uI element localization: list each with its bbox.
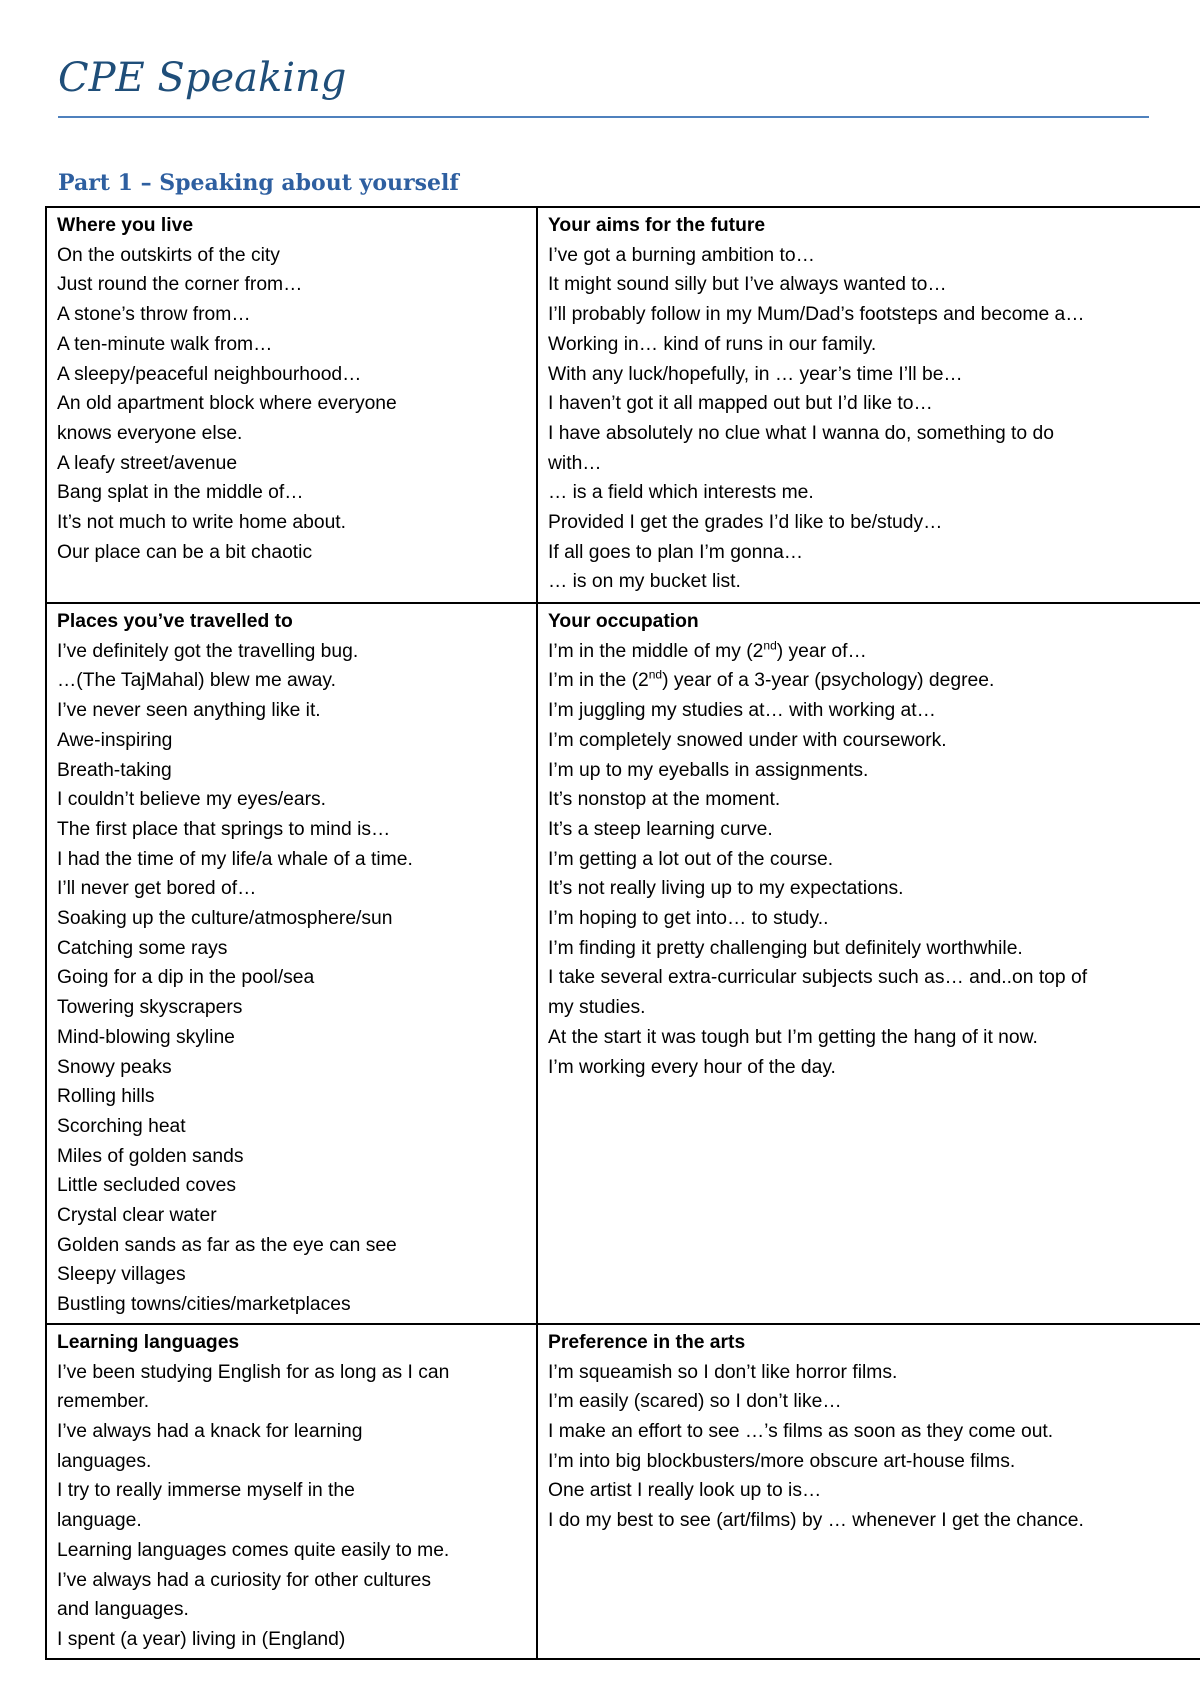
phrase-line: I do my best to see (art/films) by … whenever I get the chance. — [548, 1510, 1084, 1532]
phrase-list — [548, 241, 1200, 597]
phrase-line: It’s not much to write home about. — [57, 512, 347, 534]
phrase-line: my studies. — [548, 997, 646, 1019]
phrase-line: Going for a dip in the pool/sea — [57, 967, 315, 989]
phrase-line: Soaking up the culture/atmosphere/sun — [57, 908, 393, 930]
phrase-line: On the outskirts of the city — [57, 244, 280, 266]
phrase-line: I’m working every hour of the day. — [548, 1056, 836, 1078]
phrase-line: It’s a steep learning curve. — [548, 818, 773, 840]
phrase-line: Working in… kind of runs in our family. — [548, 333, 877, 355]
cell-places-travelled — [46, 603, 537, 1324]
ordinal-suffix: nd — [648, 667, 663, 682]
phrase-line: I’m hoping to get into… to study.. — [548, 908, 829, 930]
phrase-line: Snowy peaks — [57, 1056, 172, 1078]
phrase-line: Awe-inspiring — [57, 729, 173, 751]
phrase-line: I spent (a year) living in (England) — [57, 1628, 346, 1650]
phrase-line: languages. — [57, 1450, 152, 1472]
phrase-line: Bustling towns/cities/marketplaces — [57, 1294, 351, 1316]
phrase-line — [548, 637, 1200, 667]
title-divider — [58, 116, 1149, 118]
phrase-line: I make an effort to see …’s films as soon as they come out. — [548, 1420, 1054, 1442]
phrase-line: I’m completely snowed under with coursework. — [548, 729, 947, 751]
cell-heading: Learning languages — [57, 1331, 240, 1353]
phrase-list — [57, 637, 526, 1320]
cell-aims-future — [537, 207, 1200, 603]
phrase-line: Crystal clear water — [57, 1205, 217, 1227]
phrase-line: I’ve always had a knack for learning — [57, 1420, 363, 1442]
phrase-line: … is on my bucket list. — [548, 571, 741, 593]
phrase-line: I had the time of my life/a whale of a time. — [57, 848, 413, 870]
cell-occupation — [537, 603, 1200, 1324]
phrase-line: …(The TajMahal) blew me away. — [57, 670, 336, 692]
phrase-text: ) year of… — [776, 640, 867, 662]
phrase-text: ) year of a 3-year (psychology) degree. — [662, 670, 995, 692]
phrase-text: I’m in the middle of my (2 — [548, 640, 764, 662]
phrase-line: I’ve always had a curiosity for other cultures — [57, 1569, 432, 1591]
phrase-line: The first place that springs to mind is… — [57, 818, 391, 840]
phrase-line: It might sound silly but I’ve always wanted to… — [548, 274, 947, 296]
page-title: CPE Speaking — [58, 55, 347, 101]
phrase-line: I’ve definitely got the travelling bug. — [57, 640, 359, 662]
phrase-line: with… — [548, 452, 602, 474]
phrase-line: I’m squeamish so I don’t like horror films. — [548, 1361, 898, 1383]
phrase-line: A leafy street/avenue — [57, 452, 238, 474]
phrase-line: I’ll probably follow in my Mum/Dad’s footsteps and become a… — [548, 304, 1085, 326]
phrase-line: Rolling hills — [57, 1086, 155, 1108]
cell-learning-languages — [46, 1324, 537, 1659]
phrase-text: I’m in the (2 — [548, 670, 649, 692]
cell-heading: Places you’ve travelled to — [57, 611, 293, 632]
cell-heading: Your aims for the future — [548, 215, 766, 236]
phrase-line: I have absolutely no clue what I wanna do, something to do — [548, 422, 1054, 444]
phrase-line: I’ve been studying English for as long as I can — [57, 1361, 450, 1383]
phrase-line: I’m into big blockbusters/more obscure art-house films. — [548, 1450, 1016, 1472]
phrase-table — [45, 206, 1200, 1660]
phrase-line: Sleepy villages — [57, 1264, 186, 1286]
phrase-line: I’m getting a lot out of the course. — [548, 848, 834, 870]
phrase-line: At the start it was tough but I’m getting the hang of it now. — [548, 1026, 1038, 1048]
phrase-line: and languages. — [57, 1599, 189, 1621]
phrase-line: I’ll never get bored of… — [57, 878, 257, 900]
phrase-line: I try to really immerse myself in the — [57, 1480, 355, 1502]
phrase-line: I’m finding it pretty challenging but definitely worthwhile. — [548, 937, 1023, 959]
phrase-line: Mind-blowing skyline — [57, 1026, 235, 1048]
phrase-list — [57, 241, 526, 568]
phrase-line: A stone’s throw from… — [57, 304, 251, 326]
table-row — [46, 603, 1200, 1324]
cell-arts — [537, 1324, 1200, 1659]
cell-heading: Preference in the arts — [548, 1331, 746, 1353]
phrase-line: A sleepy/peaceful neighbourhood… — [57, 363, 362, 385]
phrase-line: Our place can be a bit chaotic — [57, 541, 313, 563]
phrase-line: I’ve never seen anything like it. — [57, 700, 321, 722]
phrase-line: … is a field which interests me. — [548, 482, 814, 504]
phrase-line: I’m easily (scared) so I don’t like… — [548, 1391, 842, 1413]
phrase-line: I couldn’t believe my eyes/ears. — [57, 789, 326, 811]
cell-where-you-live — [46, 207, 537, 603]
phrase-line: Breath-taking — [57, 759, 172, 781]
phrase-line: I’m juggling my studies at… with working at… — [548, 700, 936, 722]
phrase-list — [57, 1358, 526, 1655]
table-row — [46, 207, 1200, 603]
phrase-line: Catching some rays — [57, 937, 228, 959]
table-row — [46, 1324, 1200, 1659]
phrase-line: Just round the corner from… — [57, 274, 303, 296]
phrase-list — [548, 1358, 1200, 1536]
phrase-line: A ten-minute walk from… — [57, 333, 273, 355]
phrase-line: One artist I really look up to is… — [548, 1480, 822, 1502]
phrase-line: knows everyone else. — [57, 422, 243, 444]
phrase-line: Miles of golden sands — [57, 1145, 244, 1167]
phrase-line: Provided I get the grades I’d like to be/study… — [548, 512, 943, 534]
phrase-line: I’ve got a burning ambition to… — [548, 244, 815, 266]
phrase-line: Little secluded coves — [57, 1175, 236, 1197]
section-heading: Part 1 – Speaking about yourself — [58, 170, 459, 196]
phrase-line: language. — [57, 1510, 142, 1532]
phrase-line: Learning languages comes quite easily to me. — [57, 1539, 450, 1561]
phrase-line: It’s not really living up to my expectations. — [548, 878, 904, 900]
phrase-line: An old apartment block where everyone — [57, 393, 397, 415]
cell-heading: Where you live — [57, 215, 194, 236]
phrase-line: Scorching heat — [57, 1115, 186, 1137]
phrase-line: I’m up to my eyeballs in assignments. — [548, 759, 869, 781]
phrase-line: It’s nonstop at the moment. — [548, 789, 781, 811]
phrase-line: Bang splat in the middle of… — [57, 482, 304, 504]
phrase-line — [548, 666, 1200, 696]
phrase-line: Golden sands as far as the eye can see — [57, 1234, 397, 1256]
phrase-line: I haven’t got it all mapped out but I’d like to… — [548, 393, 933, 415]
phrase-list — [548, 696, 1200, 1082]
phrase-line: I take several extra-curricular subjects such as… and..on top of — [548, 967, 1088, 989]
phrase-line: With any luck/hopefully, in … year’s time I’ll be… — [548, 363, 963, 385]
phrase-line: remember. — [57, 1391, 150, 1413]
phrase-line: Towering skyscrapers — [57, 997, 243, 1019]
ordinal-suffix: nd — [763, 638, 777, 653]
phrase-line: If all goes to plan I’m gonna… — [548, 541, 804, 563]
cell-heading: Your occupation — [548, 611, 699, 632]
